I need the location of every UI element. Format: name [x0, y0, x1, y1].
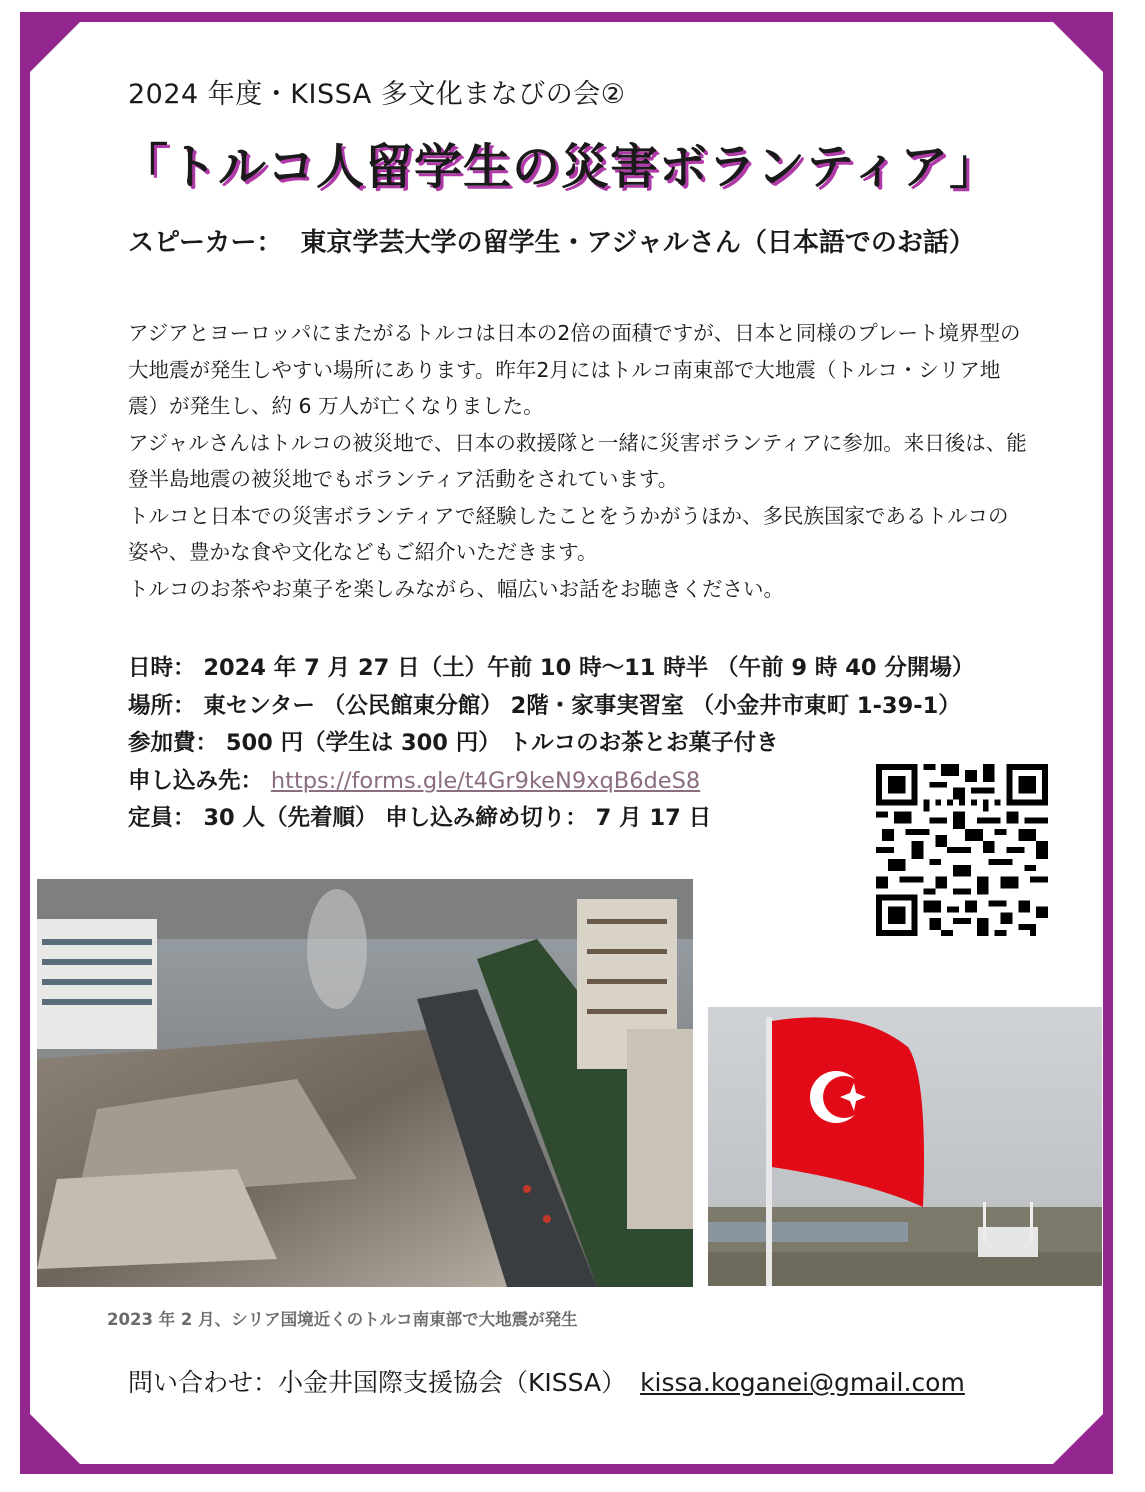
contact-line — [128, 1363, 965, 1399]
contact-label: 問い合わせ：小金井国際支援協会（KISSA） — [128, 1368, 627, 1397]
apply-link[interactable]: https://forms.gle/t4Gr9keN9xqB6deS8 — [270, 767, 701, 794]
turkish-flag-istanbul-photo — [708, 1007, 1102, 1286]
corner-decoration-top-left — [20, 12, 90, 82]
speaker-label: スピーカー： — [128, 228, 283, 258]
speaker-value: 東京学芸大学の留学生・アジャルさん（日本語でのお話） — [300, 228, 975, 258]
description-paragraph: トルコと日本での災害ボランティアで経験したことをうかがうほか、多民族国家であるトルコの姿や、豊かな食や文化などもご紹介いただきます。 — [128, 503, 1009, 564]
speaker-line — [128, 222, 975, 259]
corner-decoration-bottom-left — [20, 1404, 90, 1474]
corner-decoration-bottom-right — [1043, 1404, 1113, 1474]
fee-line: 参加費： 500 円（学生は 300 円） トルコのお茶とお菓子付き — [128, 730, 779, 756]
qr-code — [876, 764, 1048, 936]
place-line: 場所： 東センター （公民館東分館） 2階・家事実習室 （小金井市東町 1-39-1） — [128, 692, 961, 719]
event-series-subtitle: 2024 年度・KISSA 多文化まなびの会② — [128, 79, 626, 110]
apply-label: 申し込み先： — [128, 767, 264, 794]
event-title: 「トルコ人留学生の災害ボランティア」 — [120, 139, 999, 195]
description-paragraph: アジャルさんはトルコの被災地で、日本の救援隊と一緒に災害ボランティアに参加。来日後は、能登半島地震の被災地でもボランティア活動をされています。 — [128, 430, 1027, 491]
corner-decoration-top-right — [1043, 12, 1113, 82]
datetime-line: 日時： 2024 年 7 月 27 日（土）午前 10 時～11 時半 （午前 9 時 40 分開場） — [128, 655, 975, 681]
contact-email-link[interactable]: kissa.koganei@gmail.com — [640, 1368, 965, 1397]
capacity-line: 定員： 30 人（先着順） 申し込み締め切り： 7 月 17 日 — [128, 805, 712, 831]
photo-caption: 2023 年 2 月、シリア国境近くのトルコ南東部で大地震が発生 — [107, 1310, 578, 1329]
description-paragraph: トルコのお茶やお菓子を楽しみながら、幅広いお話をお聴きください。 — [128, 576, 784, 601]
event-description — [128, 315, 1028, 607]
description-paragraph: アジアとヨーロッパにまたがるトルコは日本の2倍の面積ですが、日本と同様のプレート境界型の大地震が発生しやすい場所にあります。昨年2月にはトルコ南東部で大地震（トルコ・シリア地震）が発生し、約 6 万人が亡くなりました。 — [128, 321, 1021, 418]
earthquake-aerial-photo — [37, 879, 693, 1287]
